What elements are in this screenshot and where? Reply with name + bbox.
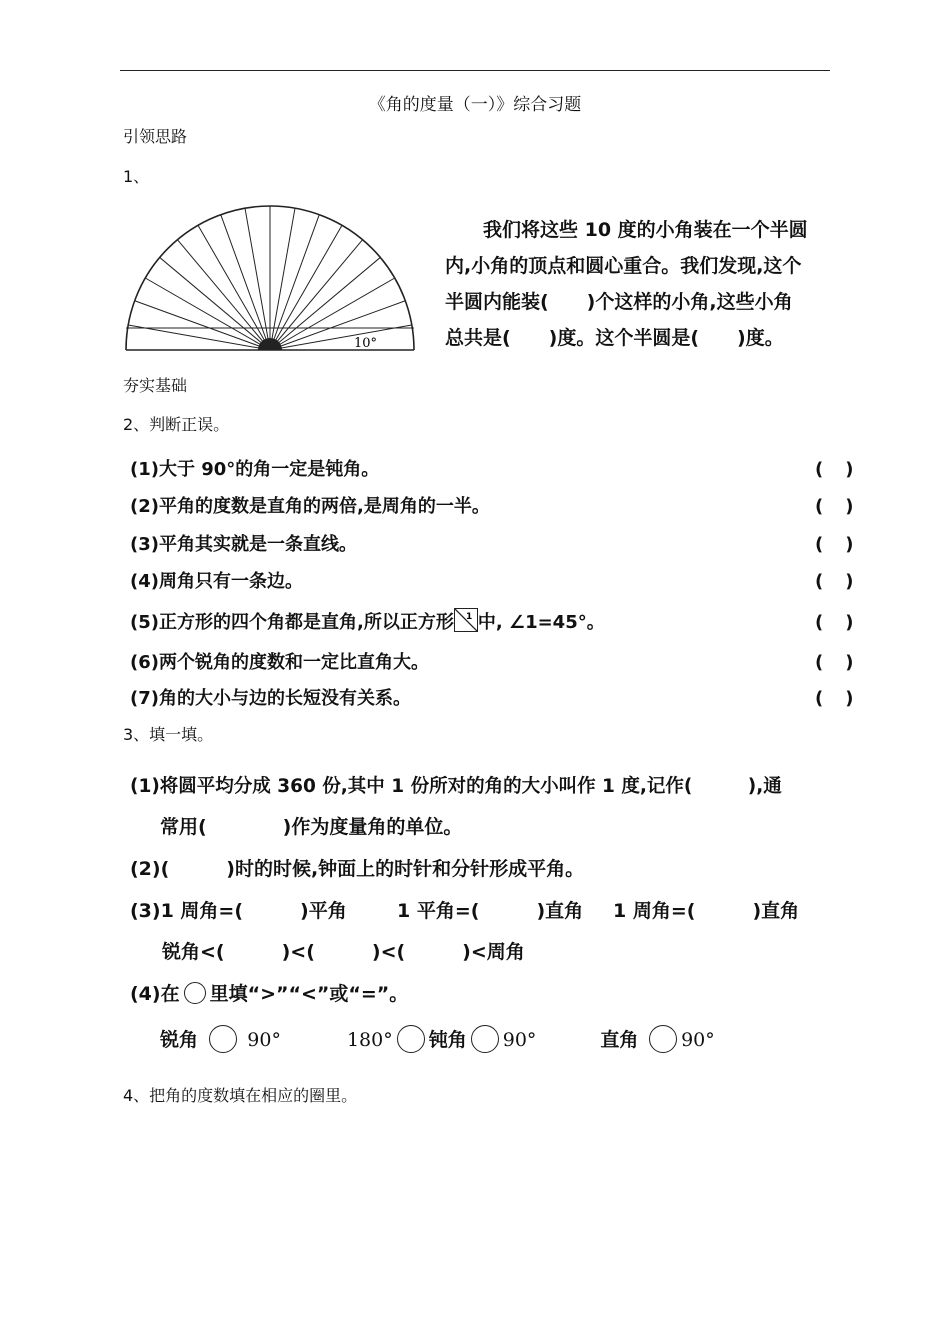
- compare-1-left: 锐角: [160, 1029, 199, 1051]
- sample-circle: [184, 982, 206, 1004]
- compare-4-left: 直角: [600, 1029, 639, 1051]
- fill-3-c: 1 周角=( )直角: [613, 900, 800, 922]
- section-basic: 夯实基础: [123, 376, 188, 395]
- question-3-label: 3、填一填。: [123, 725, 214, 744]
- q1-line-2: 内,小角的顶点和圆心重合。我们发现,这个: [445, 255, 802, 277]
- compare-2-left: 180°: [346, 1029, 393, 1051]
- question-1-label: 1、: [123, 167, 150, 186]
- compare-4-circle[interactable]: [649, 1025, 677, 1053]
- compare-2-circle[interactable]: [397, 1025, 425, 1053]
- judge-item-2: (2)平角的度数是直角的两倍,是周角的一半。: [130, 496, 490, 517]
- fill-1-line-a: (1)将圆平均分成 360 份,其中 1 份所对的角的大小叫作 1 度,记作( ),通: [130, 776, 782, 797]
- fill-4-instruction: [130, 979, 408, 1006]
- square-angle-label: 1: [465, 612, 473, 622]
- compare-1-circle[interactable]: [209, 1025, 237, 1053]
- judge-answer-6[interactable]: ( ): [815, 652, 856, 673]
- question-2-label: 2、判断正误。: [123, 415, 230, 434]
- square-diagonal-figure: [454, 608, 478, 632]
- fill-4-suffix: 里填“>”“<”或“=”。: [209, 983, 409, 1005]
- fill-3-order: 锐角<( )<( )<( )<周角: [162, 941, 525, 963]
- q1-line-3: 半圆内能装( )个这样的小角,这些小角: [445, 291, 793, 313]
- compare-row: [160, 1025, 715, 1055]
- compare-4-right: 90°: [681, 1029, 715, 1051]
- fill-2: (2)( )时的时候,钟面上的时针和分针形成平角。: [130, 858, 585, 880]
- compare-1-right: 90°: [247, 1029, 281, 1051]
- semicircle-figure: [122, 200, 422, 358]
- compare-2-right: 钝角: [428, 1029, 467, 1051]
- fill-3-b: 1 平角=( )直角: [397, 900, 584, 922]
- compare-3-circle[interactable]: [471, 1025, 499, 1053]
- top-rule: [120, 70, 830, 71]
- angle-label: 10°: [354, 336, 378, 351]
- judge-answer-4[interactable]: ( ): [815, 571, 856, 592]
- judge-item-4: (4)周角只有一条边。: [130, 571, 303, 592]
- judge-item-3: (3)平角其实就是一条直线。: [130, 534, 357, 555]
- question-4-label: 4、把角的度数填在相应的圈里。: [123, 1086, 358, 1105]
- fill-1-line-b: 常用( )作为度量角的单位。: [160, 816, 463, 838]
- judge-answer-2[interactable]: ( ): [815, 496, 856, 517]
- judge-item-7: (7)角的大小与边的长短没有关系。: [130, 688, 411, 709]
- judge-item-5: [130, 608, 605, 635]
- judge-item-5-tail: 中, ∠1=45°。: [477, 612, 605, 633]
- judge-answer-1[interactable]: ( ): [815, 459, 856, 480]
- judge-item-1: (1)大于 90°的角一定是钝角。: [130, 459, 380, 480]
- judge-item-6: (6)两个锐角的度数和一定比直角大。: [130, 652, 429, 673]
- q1-line-1: 我们将这些 10 度的小角装在一个半圆: [483, 219, 808, 241]
- page-title: 《角的度量（一）》综合习题: [368, 95, 582, 115]
- judge-item-5-text: (5)正方形的四个角都是直角,所以正方形: [130, 612, 454, 633]
- fill-3-a: (3)1 周角=( )平角: [130, 900, 347, 922]
- q1-line-4: 总共是( )度。这个半圆是( )度。: [445, 327, 784, 349]
- section-lead: 引领思路: [123, 127, 188, 146]
- judge-answer-3[interactable]: ( ): [815, 534, 856, 555]
- q1-paragraph: [445, 212, 865, 356]
- compare-3-right: 90°: [502, 1029, 537, 1051]
- judge-answer-5[interactable]: ( ): [815, 612, 856, 633]
- fill-4-prefix: (4)在: [130, 983, 180, 1005]
- judge-answer-7[interactable]: ( ): [815, 688, 856, 709]
